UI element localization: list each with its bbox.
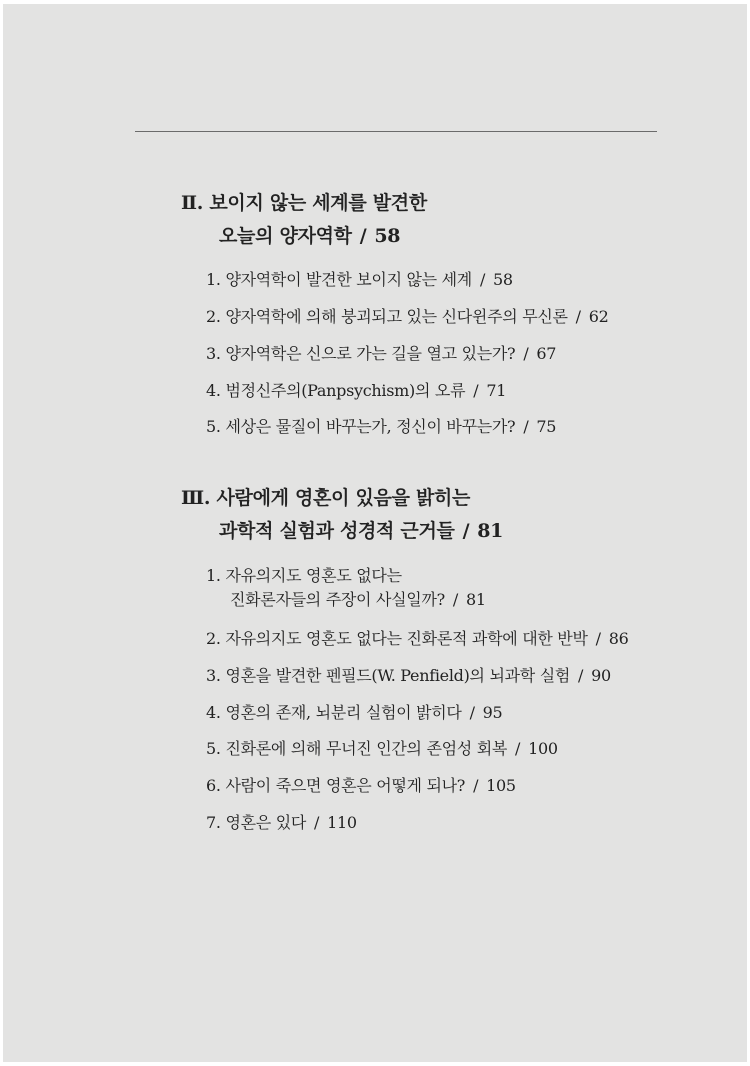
toc-entry-title: 5. 진화론에 의해 무너진 인간의 존엄성 회복 xyxy=(206,739,508,758)
toc-entry-page: 86 xyxy=(608,629,629,648)
part2-page: 58 xyxy=(374,225,401,247)
toc-entry[interactable] xyxy=(206,379,506,403)
toc-entry-page: 75 xyxy=(536,417,557,436)
toc-entry-page: 95 xyxy=(482,703,503,722)
separator: / xyxy=(473,381,479,400)
book-page xyxy=(3,4,747,1062)
toc-entry-title: 5. 세상은 물질이 바꾸는가, 정신이 바꾸는가? xyxy=(206,417,516,436)
toc-entry-title: 3. 양자역학은 신으로 가는 길을 열고 있는가? xyxy=(206,344,516,363)
toc-entry-title: 3. 영혼을 발견한 펜필드(W. Penfield)의 뇌과학 실험 xyxy=(206,666,571,685)
toc-entry-page: 110 xyxy=(327,813,357,832)
separator: / xyxy=(578,666,584,685)
toc-entry[interactable] xyxy=(206,664,611,688)
separator: / xyxy=(479,270,486,289)
toc-entry-title: 1. 양자역학이 발견한 보이지 않는 세계 xyxy=(206,270,472,289)
part3-title-line1: Ⅲ. 사람에게 영혼이 있음을 밝히는 xyxy=(181,487,471,509)
separator: / xyxy=(515,739,521,758)
part2-title-line2: 오늘의 양자역학 xyxy=(219,225,352,247)
part2-heading xyxy=(181,187,427,253)
toc-entry-line2 xyxy=(206,588,486,612)
toc-entry-page: 58 xyxy=(493,270,513,289)
toc-entry[interactable] xyxy=(206,774,516,798)
toc-entry-page: 81 xyxy=(465,590,486,609)
toc-entry[interactable] xyxy=(206,627,628,651)
separator: / xyxy=(523,344,529,363)
toc-entry-page: 100 xyxy=(528,739,558,758)
toc-entry-page: 67 xyxy=(536,344,557,363)
separator: / xyxy=(473,776,479,795)
toc-entry[interactable] xyxy=(206,811,357,835)
separator: / xyxy=(575,307,581,326)
toc-entry-title: 1. 자유의지도 영혼도 없다는 xyxy=(206,566,402,585)
separator: / xyxy=(595,629,601,648)
separator: / xyxy=(359,225,367,247)
toc-entry[interactable] xyxy=(206,737,558,761)
toc-entry-title: 7. 영혼은 있다 xyxy=(206,813,307,832)
toc-entry-title: 4. 영혼의 존재, 뇌분리 실험이 밝히다 xyxy=(206,703,462,722)
toc-entry[interactable] xyxy=(206,701,502,725)
separator: / xyxy=(314,813,320,832)
toc-entry-page: 71 xyxy=(486,381,507,400)
toc-entry-page: 62 xyxy=(588,307,609,326)
toc-entry[interactable] xyxy=(206,415,556,439)
part3-heading xyxy=(181,482,503,548)
part3-page: 81 xyxy=(477,520,504,542)
toc-entry-title: 4. 범정신주의(Panpsychism)의 오류 xyxy=(206,381,466,400)
toc-entry-title: 6. 사람이 죽으면 영혼은 어떻게 되나? xyxy=(206,776,466,795)
toc-entry[interactable] xyxy=(206,305,609,329)
toc-entry-title-cont: 진화론자들의 주장이 사실일까? xyxy=(230,590,445,609)
toc-entry-title: 2. 자유의지도 영혼도 없다는 진화론적 과학에 대한 반박 xyxy=(206,629,588,648)
toc-entry-page: 90 xyxy=(591,666,611,685)
separator: / xyxy=(462,520,470,542)
part3-title-line2-wrap xyxy=(181,515,503,548)
toc-entry[interactable] xyxy=(206,268,513,292)
toc-entry-title: 2. 양자역학에 의해 붕괴되고 있는 신다윈주의 무신론 xyxy=(206,307,568,326)
separator: / xyxy=(452,590,458,609)
top-divider xyxy=(135,131,657,132)
toc-entry[interactable] xyxy=(206,342,556,366)
separator: / xyxy=(469,703,475,722)
part2-title-line1: Ⅱ. 보이지 않는 세계를 발견한 xyxy=(181,192,427,214)
separator: / xyxy=(523,417,529,436)
toc-entry[interactable] xyxy=(206,564,486,612)
part2-title-line2-wrap xyxy=(181,220,427,253)
part3-title-line2: 과학적 실험과 성경적 근거들 xyxy=(219,520,455,542)
toc-entry-page: 105 xyxy=(486,776,516,795)
